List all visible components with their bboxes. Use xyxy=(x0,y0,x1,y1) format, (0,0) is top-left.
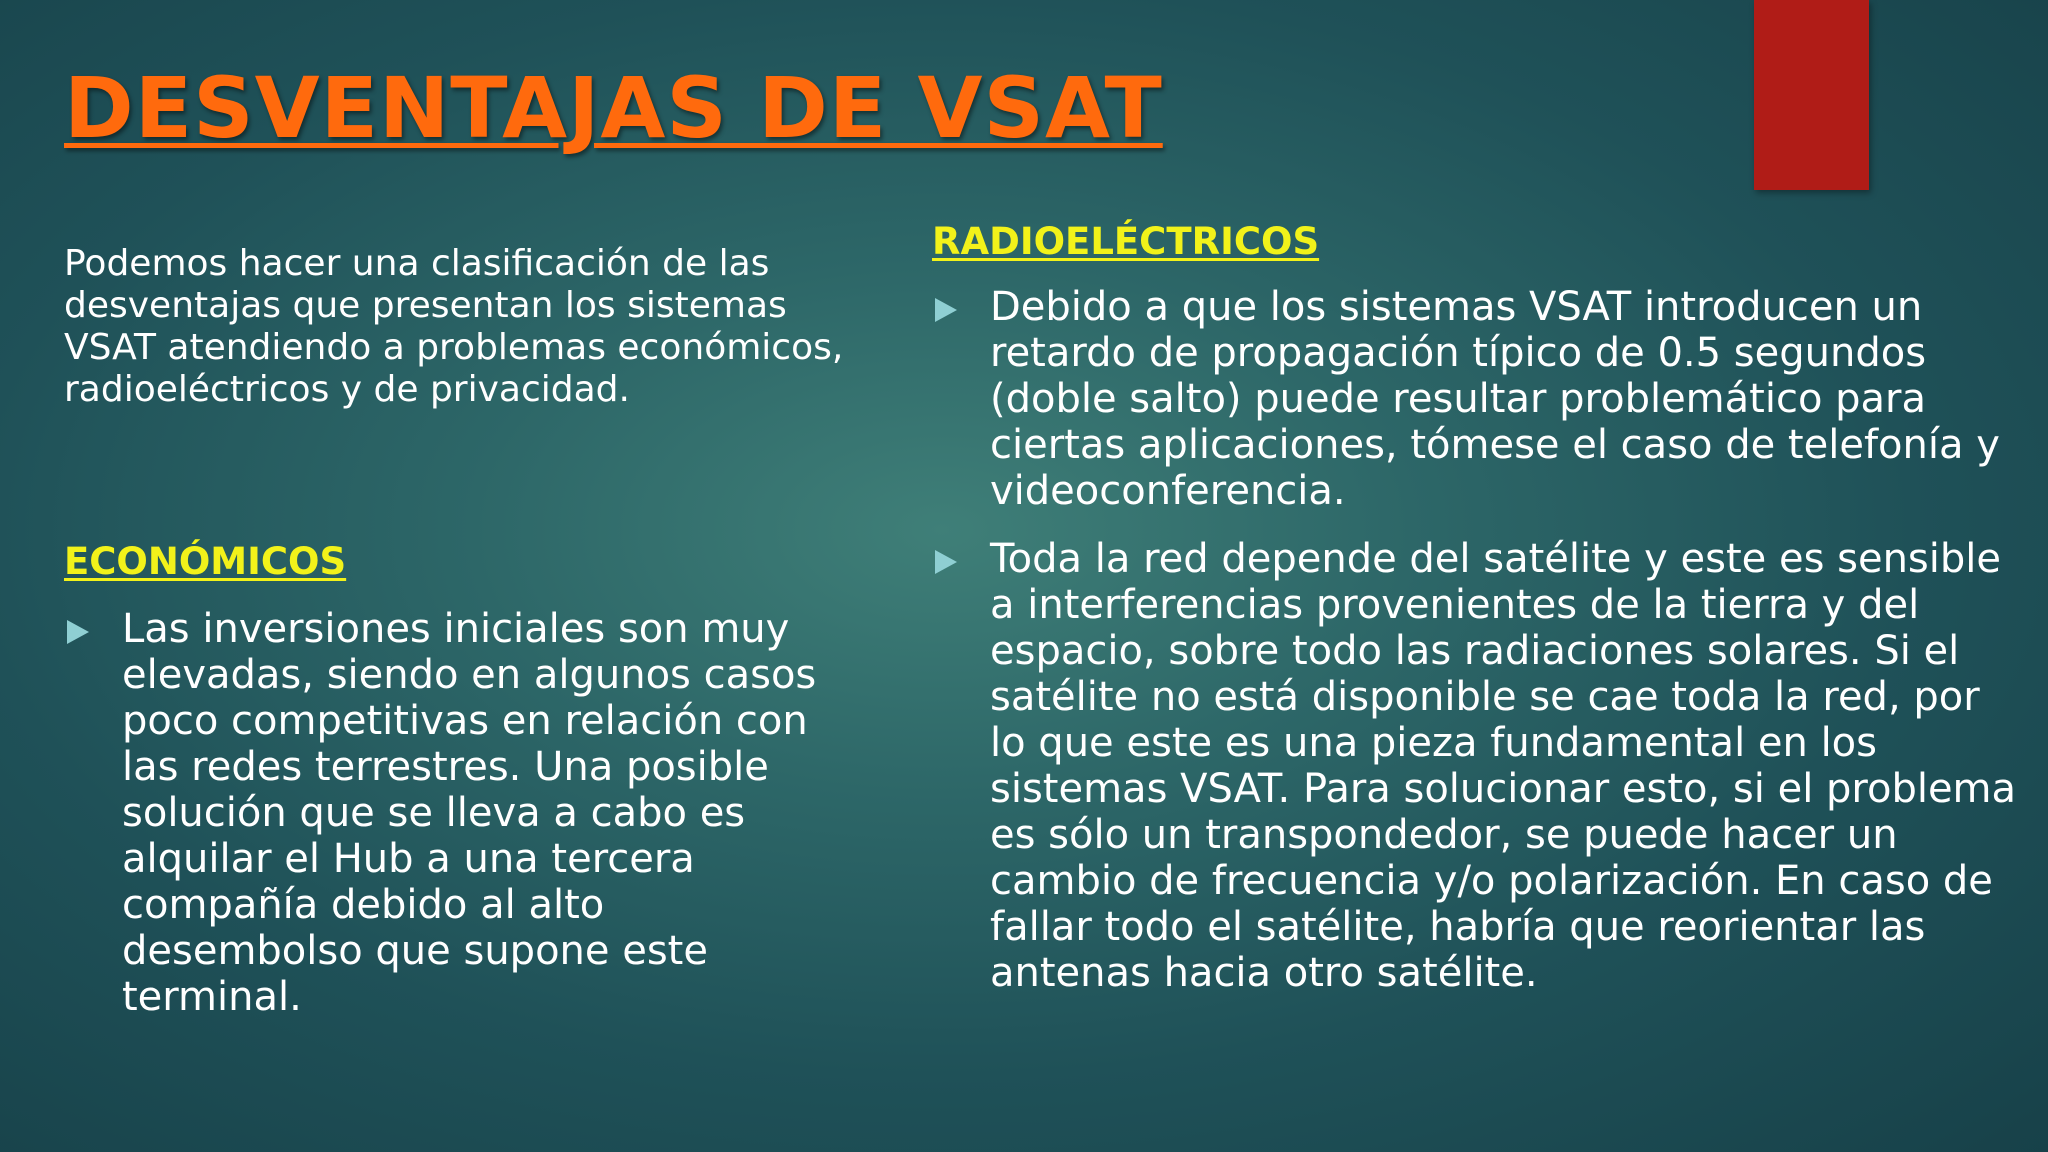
bullet-text: Debido a que los sistemas VSAT introducen un retardo de propagación típico de 0.5 segundos (doble salto) puede resultar problemático para ciertas aplicaciones, tómese el caso de telefonía y videoconferencia. xyxy=(990,284,2000,514)
accent-bar xyxy=(1754,0,1869,190)
list-item xyxy=(932,284,2022,514)
bullet-text: Toda la red depende del satélite y este es sensible a interferencias provenientes de la tierra y del espacio, sobre todo las radiaciones solares. Si el satélite no está disponible se cae toda la red, por lo que este es una pieza fundamental en los sistemas VSAT. Para solucionar esto, si el problema es sólo un transpondedor, se puede hacer un cambio de frecuencia y/o polarización. En caso de fallar todo el satélite, habría que reorientar las antenas hacia otro satélite. xyxy=(990,536,2017,996)
triangle-right-icon xyxy=(935,550,957,574)
triangle-right-icon xyxy=(935,298,957,322)
slide-title: DESVENTAJAS DE VSAT xyxy=(64,59,1163,157)
intro-paragraph: Podemos hacer una clasificación de las desventajas que presentan los sistemas VSAT atendiendo a problemas económicos, radioeléctricos y de privacidad. xyxy=(64,243,844,410)
radio-heading: RADIOELÉCTRICOS xyxy=(932,220,1320,263)
bullet-text: Las inversiones iniciales son muy elevadas, siendo en algunos casos poco competitivas en relación con las redes terrestres. Una posible solución que se lleva a cabo es alquilar el Hub a una tercera compañía debido al alto desembolso que supone este terminal. xyxy=(122,606,817,1020)
list-item xyxy=(932,536,2022,996)
economic-list xyxy=(64,606,834,1020)
radio-list xyxy=(932,284,2022,996)
list-item xyxy=(64,606,834,1020)
triangle-right-icon xyxy=(67,620,89,644)
economic-heading: ECONÓMICOS xyxy=(64,540,347,583)
